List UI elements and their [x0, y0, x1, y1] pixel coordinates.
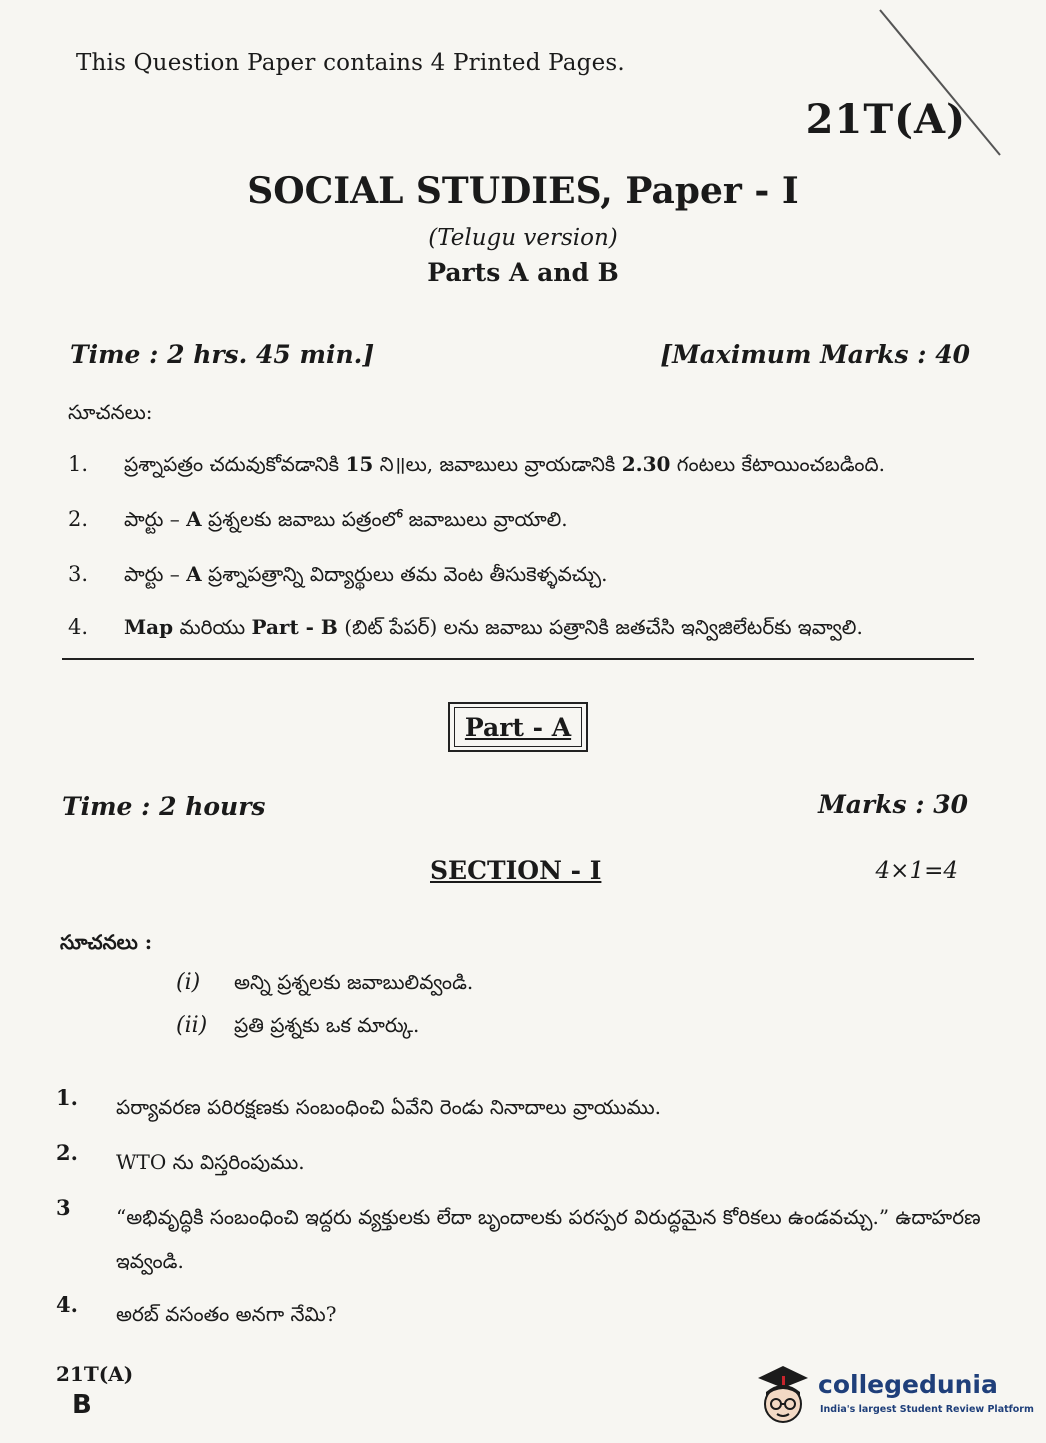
question: [56, 1195, 986, 1283]
instruction-number: 1.: [68, 452, 89, 476]
instruction-number: 3.: [68, 562, 89, 586]
question: [56, 1085, 986, 1129]
printed-pages-note: This Question Paper contains 4 Printed Pages.: [76, 50, 625, 76]
instruction-item: [68, 452, 885, 481]
question-number: 3: [56, 1195, 71, 1220]
section-title: SECTION - I: [430, 856, 602, 885]
section-marks: 4×1=4: [875, 858, 958, 884]
part-a-label: Part - A: [454, 707, 582, 747]
paper-code: 21T(A): [805, 96, 966, 143]
instructions-title: సూచనలు:: [68, 400, 153, 424]
instruction-number: 2.: [68, 507, 89, 531]
question-text: అరబ్ వసంతం అనగా నేమి?: [116, 1302, 337, 1326]
student-mascot-icon: [752, 1360, 814, 1432]
question-text: “అభివృద్ధికి సంబంధించి ఇద్దరు వ్యక్తులకు లేదా బృందాలకు పరస్పర విరుద్ధమైన కోరికలు ఉండవచ్చు.” ఉదాహరణ ఇవ్వండి.: [116, 1205, 981, 1273]
part-a-marks: Marks : 30: [818, 790, 968, 819]
instruction-text: పార్టు – A ప్రశ్నలకు జవాబు పత్రంలో జవాబులు వ్రాయాలి.: [124, 507, 568, 531]
question-number: 2.: [56, 1140, 78, 1165]
question: [56, 1292, 986, 1336]
instruction-text: పార్టు – A ప్రశ్నాపత్రాన్ని విద్యార్థులు తమ వెంట తీసుకెళ్ళవచ్చు.: [124, 562, 608, 586]
question-number: 4.: [56, 1292, 78, 1317]
section-instructions-title: సూచనలు :: [60, 930, 153, 954]
instruction-numeral: (ii): [176, 1013, 208, 1038]
instruction-text: Map మరియు Part - B (బిట్ పేపర్) లను జవాబు పత్రానికి జతచేసి ఇన్విజిలేటర్‌కు ఇవ్వాలి.: [124, 615, 863, 639]
total-time: Time : 2 hrs. 45 min.]: [70, 340, 375, 369]
divider-rule: [62, 658, 974, 660]
section-instruction: [176, 970, 473, 999]
question-text: WTO ను విస్తరింపుము.: [116, 1150, 305, 1174]
paper-title: SOCIAL STUDIES, Paper - I: [247, 170, 799, 212]
instruction-numeral: (i): [176, 970, 201, 995]
instruction-item: [68, 562, 608, 591]
question-number: 1.: [56, 1085, 78, 1110]
footer-paper-code: 21T(A): [56, 1362, 134, 1386]
maximum-marks: [Maximum Marks : 40: [660, 340, 970, 369]
instruction-number: 4.: [68, 615, 89, 639]
logo-wordmark: collegedunia: [818, 1370, 998, 1399]
paper-parts: Parts A and B: [427, 258, 619, 287]
set-letter: B: [72, 1390, 92, 1420]
paper-version: (Telugu version): [428, 225, 618, 251]
instruction-text: అన్ని ప్రశ్నలకు జవాబులివ్వండి.: [234, 970, 474, 994]
instruction-text: ప్రశ్నాపత్రం చదువుకోవడానికి 15 ని॥లు, జవాబులు వ్రాయడానికి 2.30 గంటలు కేటాయించబడింది.: [124, 452, 885, 476]
instruction-item: [68, 507, 568, 536]
collegedunia-logo: [752, 1360, 1034, 1432]
section-instruction: [176, 1013, 419, 1042]
question-text: పర్యావరణ పరిరక్షణకు సంబంధించి ఏవేని రెండు నినాదాలు వ్రాయుము.: [116, 1095, 661, 1119]
logo-tagline: India's largest Student Review Platform: [820, 1404, 1034, 1415]
instruction-item: [68, 615, 863, 644]
part-a-box: [448, 702, 588, 752]
question: [56, 1140, 986, 1184]
part-a-time: Time : 2 hours: [62, 792, 266, 821]
instruction-text: ప్రతి ప్రశ్నకు ఒక మార్కు.: [234, 1013, 420, 1037]
